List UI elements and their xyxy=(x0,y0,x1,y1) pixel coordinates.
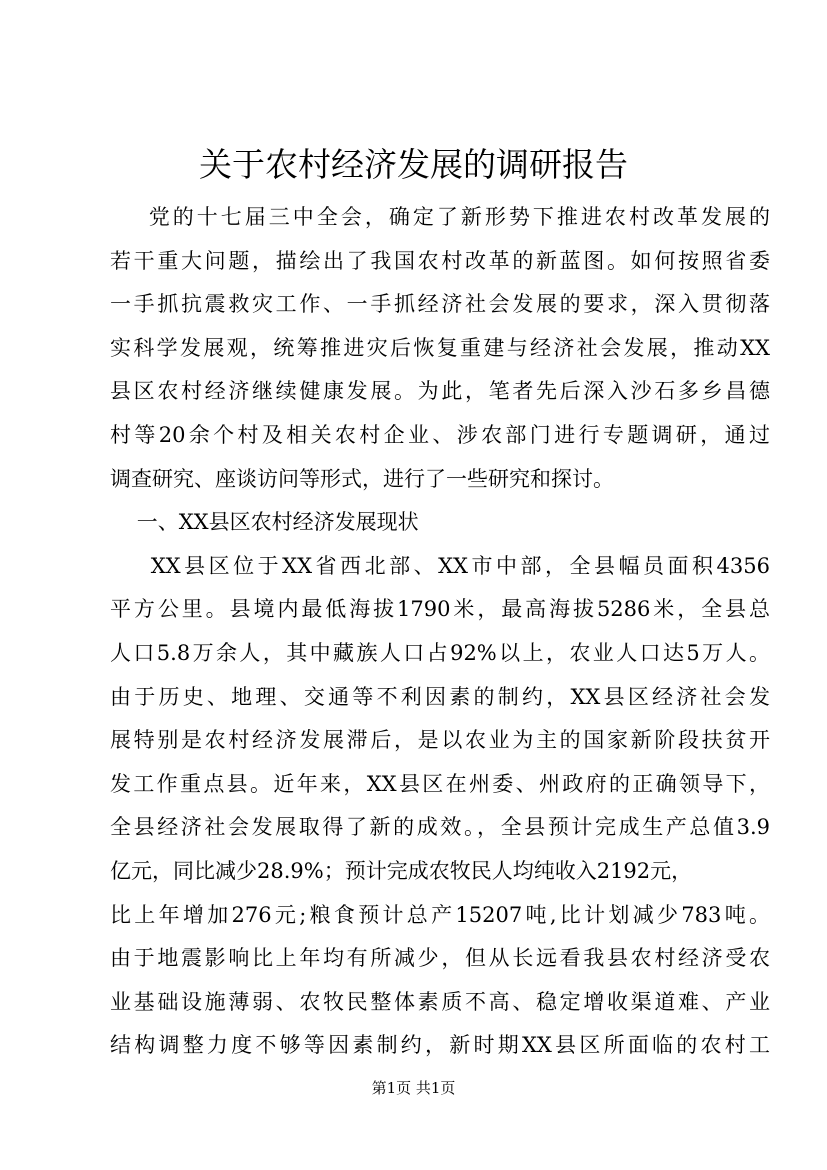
text-line: 业基础设施薄弱、农牧民整体素质不高、稳定增收渠道难、产业 xyxy=(110,989,770,1014)
text-line: 一、XX县区农村经济发展现状 xyxy=(110,510,419,535)
text-line: 全县经济社会发展取得了新的成效。，全县预计完成生产总值3.9 xyxy=(110,815,770,840)
text-line: 由于地震影响比上年均有所减少，但从长远看我县农村经济受农 xyxy=(110,946,770,971)
text-line: 人口5.8万余人，其中藏族人口占92%以上，农业人口达5万人。 xyxy=(110,640,770,665)
text-line: 平方公里。县境内最低海拔1790米，最高海拔5286米，全县总 xyxy=(110,597,770,622)
text-line: 由于历史、地理、交通等不利因素的制约，XX县区经济社会发 xyxy=(110,684,770,709)
text-line: 结构调整力度不够等因素制约，新时期XX县区所面临的农村工 xyxy=(110,1033,770,1058)
text-line: 若干重大问题，描绘出了我国农村改革的新蓝图。如何按照省委 xyxy=(110,248,770,273)
text-line: 发工作重点县。近年来，XX县区在州委、州政府的正确领导下， xyxy=(110,771,770,796)
text-line: 实科学发展观，统筹推进灾后恢复重建与经济社会发展，推动XX xyxy=(110,335,770,360)
page-footer: 第1页 共1页 xyxy=(371,1079,456,1097)
text-line: 亿元，同比减少28.9%；预计完成农牧民人均纯收入2192元， xyxy=(110,858,693,883)
text-line: XX县区位于XX省西北部、XX市中部，全县幅员面积4356 xyxy=(110,553,770,578)
text-line: 展特别是农村经济发展滞后，是以农业为主的国家新阶段扶贫开 xyxy=(110,728,770,753)
document-title: 关于农村经济发展的调研报告 xyxy=(199,145,628,184)
text-line: 党的十七届三中全会，确定了新形势下推进农村改革发展的 xyxy=(110,205,770,229)
text-line: 比上年增加276元;粮食预计总产15207吨,比计划减少783吨。 xyxy=(110,902,770,927)
text-line: 县区农村经济继续健康发展。为此，笔者先后深入沙石多乡昌德 xyxy=(110,379,770,404)
text-line: 一手抓抗震救灾工作、一手抓经济社会发展的要求，深入贯彻落 xyxy=(110,292,770,317)
text-line: 调查研究、座谈访问等形式，进行了一些研究和探讨。 xyxy=(110,466,614,491)
text-line: 村等20余个村及相关农村企业、涉农部门进行专题调研，通过 xyxy=(110,422,770,447)
document-body xyxy=(110,196,770,1068)
